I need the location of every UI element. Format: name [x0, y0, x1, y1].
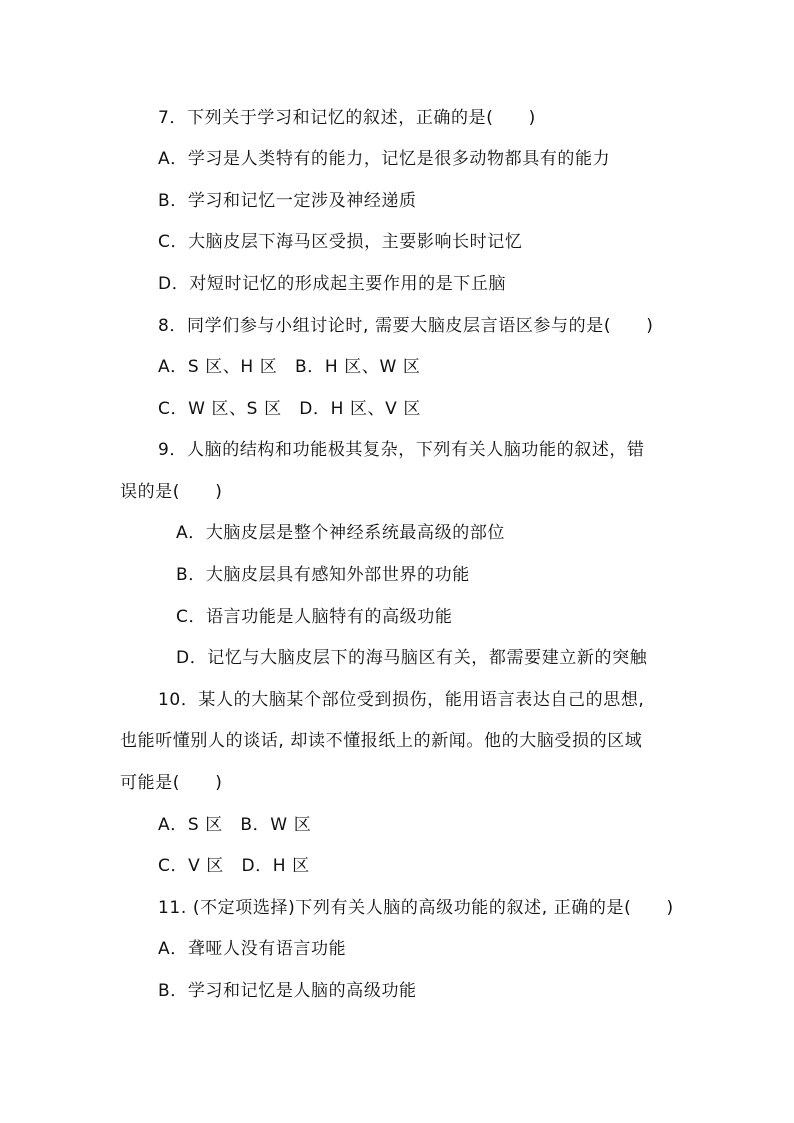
question-9-option-d: D．记忆与大脑皮层下的海马脑区有关，都需要建立新的突触	[176, 648, 648, 668]
question-10-stem-line-3: 可能是( )	[120, 773, 223, 793]
question-9-option-c: C．语言功能是人脑特有的高级功能	[176, 607, 453, 627]
question-9-stem-line-2: 误的是( )	[120, 482, 223, 502]
question-9-option-b: B．大脑皮层具有感知外部世界的功能	[176, 565, 470, 585]
question-11-stem: 11. (不定项选择)下列有关人脑的高级功能的叙述, 正确的是( )	[158, 898, 674, 918]
question-9-option-a: A．大脑皮层是整个神经系统最高级的部位	[176, 523, 506, 543]
question-8-options-cd: C．W 区、S 区 D．H 区、V 区	[158, 399, 421, 419]
question-7-option-b: B．学习和记忆一定涉及神经递质	[158, 191, 417, 211]
question-8-stem: 8．同学们参与小组讨论时, 需要大脑皮层言语区参与的是( )	[158, 316, 654, 336]
question-7-option-d: D．对短时记忆的形成起主要作用的是下丘脑	[158, 274, 507, 294]
question-7-option-a: A．学习是人类特有的能力，记忆是很多动物都具有的能力	[158, 149, 611, 169]
question-11-option-b: B．学习和记忆是人脑的高级功能	[158, 981, 417, 1001]
question-7-option-c: C．大脑皮层下海马区受损，主要影响长时记忆	[158, 232, 523, 252]
question-10-stem-line-2: 也能听懂别人的谈话, 却读不懂报纸上的新闻。他的大脑受损的区域	[120, 731, 643, 751]
question-10-options-cd: C．V 区 D．H 区	[158, 856, 310, 876]
question-10-stem-line-1: 10．某人的大脑某个部位受到损伤，能用语言表达自己的思想,	[158, 690, 645, 710]
question-8-options-ab: A．S 区、H 区 B．H 区、W 区	[158, 357, 421, 377]
question-9-stem-line-1: 9．人脑的结构和功能极其复杂，下列有关人脑功能的叙述，错	[158, 440, 645, 460]
question-7-stem: 7．下列关于学习和记忆的叙述，正确的是( )	[158, 108, 536, 128]
question-10-options-ab: A．S 区 B．W 区	[158, 815, 312, 835]
question-11-option-a: A．聋哑人没有语言功能	[158, 939, 347, 959]
